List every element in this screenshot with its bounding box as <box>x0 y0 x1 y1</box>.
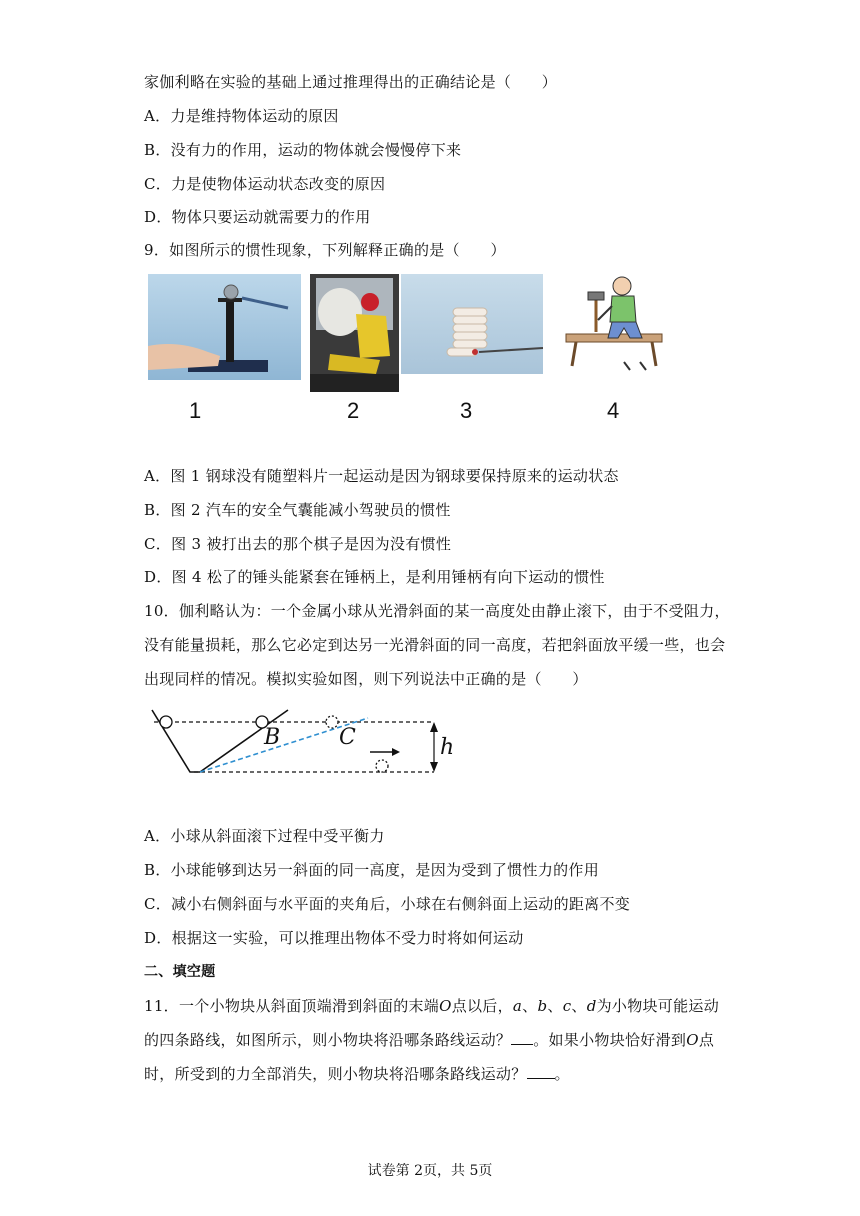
label-b: B <box>264 725 281 750</box>
q9-option-a: A．图 1 钢球没有随塑料片一起运动是因为钢球要保持原来的运动状态 <box>144 467 619 485</box>
q11-sep-2: 、 <box>547 997 563 1015</box>
q11-text-3b: 。 <box>554 1065 570 1083</box>
q11-answer-blank-1[interactable] <box>511 1030 533 1045</box>
q8-option-b: B．没有力的作用，运动的物体就会慢慢停下来 <box>144 141 462 159</box>
q11-sep-3: 、 <box>571 997 587 1015</box>
q10-incline-diagram <box>144 700 464 780</box>
q8-stem: 家伽利略在实验的基础上通过推理得出的正确结论是（ ） <box>144 73 558 91</box>
q11-point-o: O <box>439 997 452 1015</box>
q11-sep-1: 、 <box>522 997 538 1015</box>
q11-text-1b: 点以后， <box>451 997 513 1015</box>
q11-line-2 <box>144 1030 714 1050</box>
label-h: h <box>440 735 455 760</box>
q11-path-b: b <box>537 997 548 1015</box>
q9-option-b: B．图 2 汽车的安全气囊能减小驾驶员的惯性 <box>144 501 451 519</box>
figure-4-hammer-cartoon <box>560 272 668 372</box>
q10-option-d: D．根据这一实验，可以推理出物体不受力时将如何运动 <box>144 929 524 947</box>
q11-path-a: a <box>512 997 523 1015</box>
q9-stem: 9．如图所示的惯性现象，下列解释正确的是（ ） <box>144 241 506 259</box>
q10-stem-line-2: 没有能量损耗，那么它必定到达另一光滑斜面的同一高度，若把斜面放平缓一些，也会 <box>144 636 726 654</box>
page-footer: 试卷第 2页，共 5页 <box>367 1163 493 1179</box>
q8-option-d: D．物体只要运动就需要力的作用 <box>144 208 371 226</box>
q11-text-2a: 的四条路线，如图所示，则小物块将沿哪条路线运动？ <box>144 1031 512 1049</box>
figure-3-label: 3 <box>460 398 473 423</box>
q11-line-1 <box>144 996 719 1016</box>
section-title-fill-blank: 二、填空题 <box>144 964 216 980</box>
q11-text-2c: 点 <box>698 1031 715 1049</box>
q8-option-a: A．力是维持物体运动的原因 <box>144 107 339 125</box>
q10-option-b: B．小球能够到达另一斜面的同一高度，是因为受到了惯性力的作用 <box>144 861 600 879</box>
q11-text-3a: 时，所受到的力全部消失，则小物块将沿哪条路线运动？ <box>144 1065 527 1083</box>
q11-text-1c: 为小物块可能运动 <box>596 997 720 1015</box>
q11-answer-blank-2[interactable] <box>527 1064 555 1079</box>
figure-2-label: 2 <box>347 398 360 423</box>
q11-point-o-2: O <box>686 1031 699 1049</box>
q11-path-c: c <box>562 997 572 1015</box>
q9-option-c: C．图 3 被打出去的那个棋子是因为没有惯性 <box>144 535 452 553</box>
q11-text-2b: 。如果小物块恰好滑到 <box>533 1031 687 1049</box>
q9-option-d: D．图 4 松了的锤头能紧套在锤柄上，是利用锤柄有向下运动的惯性 <box>144 568 605 586</box>
q8-option-c: C．力是使物体运动状态改变的原因 <box>144 175 386 193</box>
q10-option-c: C．减小右侧斜面与水平面的夹角后，小球在右侧斜面上运动的距离不变 <box>144 895 631 913</box>
figure-4-label: 4 <box>607 398 620 423</box>
q10-stem-line-1: 10．伽利略认为：一个金属小球从光滑斜面的某一高度处由静止滚下，由于不受阻力， <box>144 602 730 620</box>
figure-1-label: 1 <box>189 398 202 423</box>
figure-3-chess-pieces-photo <box>401 274 543 374</box>
label-c: C <box>339 725 356 750</box>
figure-2-airbag-photo <box>310 274 399 392</box>
q11-text-1a: 11．一个小物块从斜面顶端滑到斜面的末端 <box>144 997 440 1015</box>
figure-1-steel-ball-photo <box>148 274 301 380</box>
q11-line-3 <box>144 1064 570 1084</box>
q10-stem-line-3: 出现同样的情况。模拟实验如图，则下列说法中正确的是（ ） <box>144 670 588 688</box>
q10-option-a: A．小球从斜面滚下过程中受平衡力 <box>144 827 385 845</box>
q11-path-d: d <box>586 997 597 1015</box>
